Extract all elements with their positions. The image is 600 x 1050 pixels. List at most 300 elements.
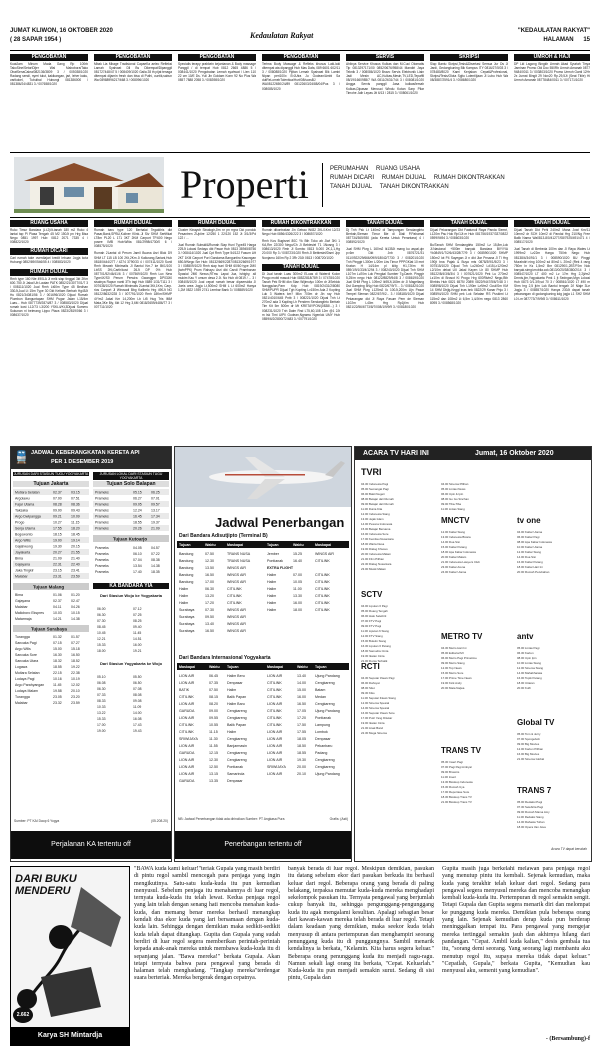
section-title: RUMAH DICARI [10, 248, 88, 255]
svg-text:20.00 Rumah Perubahan: 20.00 Rumah Perubahan [517, 570, 550, 574]
svg-text:20.10: 20.10 [297, 772, 306, 776]
svg-text:Halim: Halim [267, 587, 277, 591]
svg-text:Waktu: Waktu [293, 543, 304, 547]
train-group-label: Tujuan Jakarta [13, 481, 89, 487]
svg-text:LION AIR: LION AIR [267, 730, 283, 734]
svg-text:Denpasar: Denpasar [227, 779, 243, 783]
svg-text:18.00 Opera Van Java: 18.00 Opera Van Java [517, 825, 546, 829]
svg-text:05.00 Editorial MI: 05.00 Editorial MI [441, 651, 464, 655]
svg-text:08.33: 08.33 [97, 699, 106, 703]
svg-text:07.30: 07.30 [97, 619, 106, 623]
svg-text:10.45: 10.45 [97, 631, 106, 635]
section-title: SKRIPSI [430, 54, 508, 61]
svg-text:Surabaya: Surabaya [179, 608, 195, 612]
train-group-malang: Tujuan Malang [33, 584, 65, 590]
svg-text:18.32: 18.32 [53, 659, 62, 663]
svg-text:LION AIR: LION AIR [267, 674, 283, 678]
svg-text:13.20: 13.20 [205, 594, 214, 598]
svg-text:16.00: 16.00 [133, 643, 142, 647]
svg-text:05.00 Ruang Tengah: 05.00 Ruang Tengah [361, 609, 388, 613]
svg-text:TRANS NUSA: TRANS NUSA [227, 552, 251, 556]
svg-text:14.38: 14.38 [151, 564, 160, 568]
svg-text:LION AIR: LION AIR [267, 772, 283, 776]
svg-text:Sancaka Sore: Sancaka Sore [15, 653, 37, 657]
svg-text:15.25: 15.25 [293, 552, 302, 556]
svg-text:08.20: 08.20 [209, 702, 218, 706]
svg-text:21.00 Dunia Terbalik: 21.00 Dunia Terbalik [361, 659, 388, 663]
svg-text:CITILINK: CITILINK [179, 723, 194, 727]
svg-text:CITILINK: CITILINK [227, 594, 242, 598]
svg-text:13.17: 13.17 [151, 508, 160, 513]
svg-text:23.59: 23.59 [71, 574, 80, 579]
svg-text:08.00 Silet: 08.00 Silet [361, 686, 375, 690]
prop-col [10, 220, 88, 442]
svg-text:Prameks: Prameks [95, 514, 109, 519]
svg-text:CITILINK: CITILINK [315, 594, 330, 598]
svg-text:Malabar: Malabar [15, 701, 28, 705]
svg-text:09.00 Tiba-Tiba: 09.00 Tiba-Tiba [441, 502, 461, 506]
svg-text:WINGS AIR: WINGS AIR [227, 580, 246, 584]
svg-text:CITILINK: CITILINK [315, 587, 330, 591]
airplane-icon [175, 447, 351, 507]
svg-text:Sancaka Pagi: Sancaka Pagi [15, 641, 37, 645]
svg-text:07.08: 07.08 [133, 687, 142, 691]
section-title: PENGOBATAN [262, 54, 340, 61]
svg-text:06.30: 06.30 [97, 613, 106, 617]
svg-text:16.50: 16.50 [297, 702, 306, 706]
bandara-yia-label: KA BANDARA YIA [93, 583, 169, 589]
svg-text:Halim: Halim [267, 594, 277, 598]
flight-table-a [177, 541, 349, 653]
svg-text:Gajayana: Gajayana [15, 562, 30, 567]
svg-text:20.00 Mata Najwa: 20.00 Mata Najwa [441, 686, 465, 690]
properti-banner [10, 152, 590, 218]
svg-text:09.08: 09.08 [133, 699, 142, 703]
prop-text: Rmh type 160 Nte 490LA Ji mrlk siap tinggal 3kt 2Km 600-750 Jt Jakal Ub Lautan PATK 0852/21/3077/01/7 3 / 008111/1020 Jual Rmh Lt60m Type 45 Bedhan 330Jt,Jual Lt 15m Type 30 Dkt Ketlam Berbah Hg45Jt Hu 0821/34081/56 3 / 001696/1020 Dijual Rumah Plumbon Banguntapan SHM Pugar Jalan L15/4m Luas... Hub 0877739/2874/87 3 / 008583/1020 Dijual rumah kost L12/73 L3/200 YSKL4/Kt,3Dijual Sumeru Sukunan ni belerang Lippo Plaza 0823/2819/066 3 / 008637/1020 [10, 276, 88, 318]
svg-text:12.00 FTV Siang: 12.00 FTV Siang [361, 634, 383, 638]
section-title: TANAH DIJUAL [262, 264, 340, 271]
svg-text:04.00 Kabar Utama: 04.00 Kabar Utama [517, 530, 543, 534]
svg-text:09.00 Rumah Mama Amy: 09.00 Rumah Mama Amy [517, 810, 550, 814]
section-title: UMROH & HAJI [514, 54, 590, 61]
issue-date-java: ( 28 SAPAR 1954 ) [10, 37, 62, 43]
svg-text:18.35: 18.35 [151, 570, 160, 574]
prop-text: Di Jual tanah Luas 300m2 ELuas di Waterdi Kulon Progo mobil masuk Hub 08522818/789 3 / 07478/1020 Tanah Pek SHM dkn Stan Wijimulyo 100m dr JlSeblok Nanggulan,Parn Kdp Hub 0819/2431/2/8080 SHM/PUPR Dijual Tgh Kopting Lv150m Ada 2 Kopting Luk 3 Watera km? Mkn 700m dr Jln ray Hub 0821/4010/645 Pntb 3 / 008221/1020 Dijual Tnh Lt 270m2 ada 3 Kapling Lh Pendem Sendangtirto Berbah Tim Kit 5m 500m dr Mt KRETAYPON/(0838/...) 3 / 008231/1020 Tnh Dalm Rnd L75,60,108 12m @1 2Jt m Isk Timi UIPI/ Godean,Ngramu Ngenlok UMY Hub 0859/6/2/2800/72/483 3 / 007791/1020 [262, 271, 340, 321]
svg-text:GARUDA: GARUDA [179, 751, 195, 755]
tv-title: ACARA TV HARI INI [363, 450, 429, 457]
train-source: Sumber: PT KAI Daop 6 Yogya [14, 819, 60, 823]
svg-text:CITILINK: CITILINK [315, 573, 330, 577]
svg-text:22.31: 22.31 [53, 562, 62, 567]
svg-text:Prameks: Prameks [95, 552, 109, 556]
svg-text:04.11: 04.11 [53, 605, 62, 609]
svg-text:08.45: 08.45 [97, 625, 106, 629]
svg-text:Jayakarta: Jayakarta [15, 550, 31, 555]
page-number: 15 [583, 37, 590, 43]
svg-text:Samarinda: Samarinda [227, 772, 245, 776]
svg-text:04.00 Sinema Pilihan: 04.00 Sinema Pilihan [441, 482, 469, 486]
svg-text:04.30 Metro Hari Ini: 04.30 Metro Hari Ini [441, 646, 467, 650]
svg-text:17.40: 17.40 [133, 570, 142, 574]
section-title: TANAH DIJUAL [346, 220, 424, 227]
svg-text:07.50: 07.50 [205, 552, 214, 556]
svg-text:09.50: 09.50 [205, 615, 214, 619]
svg-text:05.00 Lintas iNews: 05.00 Lintas iNews [441, 487, 466, 491]
svg-text:08.00 Belajar dari Rumah: 08.00 Belajar dari Rumah [361, 497, 394, 501]
category-item: RUANG USAHA [376, 166, 421, 172]
svg-text:07.00: 07.00 [293, 573, 302, 577]
svg-text:Prameks: Prameks [95, 490, 109, 495]
svg-text:WINGS AIR: WINGS AIR [227, 615, 246, 619]
svg-text:Bima: Bima [15, 593, 23, 597]
classified-col [10, 54, 88, 150]
svg-text:Bandung: Bandung [179, 559, 194, 563]
svg-text:14.21: 14.21 [53, 617, 62, 621]
channel-logo: antv [517, 632, 534, 641]
svg-text:14.00 Dua Sisi: 14.00 Dua Sisi [517, 555, 536, 559]
svg-text:Argo Dwipangga: Argo Dwipangga [15, 514, 41, 519]
svg-text:12.24: 12.24 [133, 508, 142, 513]
page-number-label [543, 37, 590, 43]
svg-text:06.30 Kartun: 06.30 Kartun [517, 651, 534, 655]
svg-text:CITILINK: CITILINK [315, 580, 330, 584]
svg-text:07.30 Selebrita Pagi: 07.30 Selebrita Pagi [517, 805, 544, 809]
svg-text:20.27: 20.27 [53, 550, 62, 555]
svg-text:16.00: 16.00 [293, 601, 302, 605]
classified-col [178, 54, 256, 150]
page-label: HALAMAN [543, 37, 574, 43]
svg-text:06.00 Metro Pagi Primetime: 06.00 Metro Pagi Primetime [441, 656, 477, 660]
svg-text:Prameks: Prameks [95, 526, 109, 531]
svg-text:17.50: 17.50 [297, 723, 306, 727]
svg-text:WINGS AIR: WINGS AIR [227, 608, 246, 612]
svg-text:WINGS AIR: WINGS AIR [315, 552, 334, 556]
svg-text:CITILINK: CITILINK [315, 608, 330, 612]
svg-text:Mutiara Selatan: Mutiara Selatan [15, 490, 40, 495]
svg-text:20.26: 20.26 [133, 526, 142, 531]
svg-text:Taksaka: Taksaka [15, 508, 28, 513]
svg-text:Denpasar: Denpasar [315, 737, 331, 741]
svg-text:14.00: 14.00 [133, 711, 142, 715]
svg-text:20.00: 20.00 [297, 765, 306, 769]
svg-text:17.00 Kemilau Nusantara: 17.00 Kemilau Nusantara [361, 537, 394, 541]
svg-text:18.45: 18.45 [71, 532, 80, 537]
svg-text:15.33: 15.33 [97, 643, 106, 647]
svg-text:19.00: 19.00 [53, 538, 62, 543]
section-title: RUMAH DIJUAL [94, 220, 172, 227]
svg-text:18.55: 18.55 [297, 751, 306, 755]
classified-col [430, 54, 508, 150]
svg-text:19.00 Dialog Khusus: 19.00 Dialog Khusus [361, 547, 388, 551]
svg-text:Ujung Pandang: Ujung Pandang [315, 772, 340, 776]
train-group-surabaya: Tujuan Surabaya [31, 626, 67, 632]
svg-text:21.00 Bioskop Trans TV: 21.00 Bioskop Trans TV [441, 800, 472, 804]
svg-text:Cengkareng: Cengkareng [227, 751, 247, 755]
prop-text: Cluster Kinayoh Sinalogir,Jlm nr pn rrgra Dkt pondok Pesantren ZUpiire 12/250 1 22/120 152 Jt 3/1/3/Pd 122 / ... [178, 228, 256, 241]
svg-text:18.52: 18.52 [71, 659, 80, 663]
svg-text:22.15: 22.15 [53, 671, 62, 675]
svg-text:CITILINK: CITILINK [267, 681, 282, 685]
svg-text:EXTRA FLIGHT: EXTRA FLIGHT [267, 566, 294, 570]
svg-text:12.21: 12.21 [97, 637, 106, 641]
svg-text:LION AIR: LION AIR [179, 674, 195, 678]
svg-text:Senja Utama: Senja Utama [15, 526, 36, 531]
prop-text: Jual SHM Pkrg L 160m2 Ik135Jt mang ku aspal,ujn p=6m Dkt Jnb 0876721/31 011/0922/29/666/09/9/18042/7730 3 / 008201/1020 Tnh Pinggir L300m L/20m Lbs Timur PPPGKlat 10 mnt Kraton H 14/14m pl kiitg H1,7Jt/m HI 089/1/9/1/33/4/1294 3 / 008240/1020 Dijual Tnh SHM L107m Lv20m Lok Pengkal Sumber Tg.Dantr. Pinggir 5,25/m nego Hub 08122/8829/54/8 3 / 008619/1020 Jual SHM Pkrg L 109m2 Ik95Jt,160m dr Jl Mageltang Dst Gamping 5Ng Hub 0822/67/9/7/... 3 / 008182/1020 Jual SHM Pkrg L125m2 Ik 100Jt,200m Ujn Pasar Tempel Sleman 0822/67/9/2... 3 / 008180/1020 Dijual Pekarangan dkt Jl Raya Fasum Pem de Sleman L102m L40m Hrg Rp1jt/m Hub 0821/22/56/6773/8/7/008/1/9/9/9 3 / 008180/1020 [346, 247, 424, 309]
svg-text:09.00 Big Movies: 09.00 Big Movies [517, 742, 540, 746]
flight-banner: Penerbangan tertentu off [175, 831, 351, 859]
svg-text:21.00 Film Pilihan: 21.00 Film Pilihan [361, 557, 384, 561]
svg-text:TRANS NUSA: TRANS NUSA [227, 559, 251, 563]
svg-text:Progo: Progo [15, 520, 25, 525]
tv-listings [357, 463, 589, 839]
svg-text:SRIWIJAYA: SRIWIJAYA [267, 765, 286, 769]
svg-text:06.30: 06.30 [205, 587, 214, 591]
svg-text:11.00: 11.00 [293, 587, 302, 591]
svg-text:23.00 Musik Malam: 23.00 Musik Malam [361, 567, 387, 571]
svg-text:18.00: 18.00 [293, 608, 302, 612]
svg-text:Pontianak: Pontianak [267, 559, 283, 563]
train-group-kutoarjo: Tujuan Kutoarjo [113, 536, 148, 542]
svg-text:Halim: Halim [267, 573, 277, 577]
svg-text:01.20: 01.20 [71, 593, 80, 597]
yia-table-a [93, 605, 169, 655]
svg-text:05.50: 05.50 [133, 675, 142, 679]
svg-text:05.00 Tom & Jerry: 05.00 Tom & Jerry [517, 732, 541, 736]
svg-text:08.38: 08.38 [151, 558, 160, 562]
svg-text:09.40: 09.40 [133, 625, 142, 629]
svg-text:21.40: 21.40 [71, 556, 80, 561]
svg-text:01.57: 01.57 [71, 635, 80, 639]
svg-text:07.27: 07.27 [71, 641, 80, 645]
svg-text:13.40: 13.40 [297, 674, 306, 678]
svg-text:Medan: Medan [315, 695, 326, 699]
svg-text:12.00 Kabar Siang: 12.00 Kabar Siang [441, 530, 465, 534]
comic-title: DARI BUKU MENDERU [15, 873, 77, 897]
svg-text:16.50: 16.50 [205, 629, 214, 633]
train-sub-a: JURUSAN DARI STASIUN TUGU YOGYAKARTA [13, 472, 89, 476]
svg-text:19.37: 19.37 [151, 520, 160, 525]
channel-logo: TRANS TV [441, 746, 481, 755]
svg-text:17.00 Putri Yang Ditukar: 17.00 Putri Yang Ditukar [361, 716, 393, 720]
svg-text:09.30 Kiko: 09.30 Kiko [361, 691, 375, 695]
svg-text:GARUDA: GARUDA [179, 709, 195, 713]
section-title: PENGOBATAN [10, 54, 88, 61]
svg-text:16.40: 16.40 [293, 559, 302, 563]
svg-text:LION AIR: LION AIR [267, 702, 283, 706]
yia-table-b [93, 673, 169, 739]
svg-text:12.00 Top News: 12.00 Top News [441, 666, 462, 670]
svg-text:CITILINK: CITILINK [227, 601, 242, 605]
prop-col [262, 220, 340, 442]
svg-text:06.27: 06.27 [133, 496, 142, 501]
channel-logo: METRO TV [441, 632, 483, 641]
svg-text:07.01: 07.01 [151, 496, 160, 501]
prop-col [430, 220, 508, 442]
svg-text:Halim: Halim [267, 601, 277, 605]
train-table-right [93, 489, 169, 579]
svg-text:Halim: Halim [179, 587, 189, 591]
category-item: PERUMAHAN [330, 166, 369, 172]
svg-text:Bandung: Bandung [179, 566, 194, 570]
svg-text:14.00 Pesona Indonesia: 14.00 Pesona Indonesia [361, 522, 393, 526]
svg-text:14.00 Mahabharata: 14.00 Mahabharata [517, 671, 543, 675]
svg-text:CITILINK: CITILINK [267, 695, 282, 699]
svg-text:15.00 Kabar Petang: 15.00 Kabar Petang [441, 545, 467, 549]
svg-text:Balik Papan: Balik Papan [227, 723, 247, 727]
svg-text:07.30: 07.30 [205, 608, 214, 612]
svg-text:01.32: 01.32 [53, 635, 62, 639]
svg-text:12.00 Kabar Siang: 12.00 Kabar Siang [517, 550, 541, 554]
prop-col [346, 220, 424, 442]
svg-text:02.47: 02.47 [71, 599, 80, 603]
svg-text:17.55: 17.55 [297, 730, 306, 734]
classified-col [94, 54, 172, 150]
svg-text:17.43: 17.43 [133, 723, 142, 727]
svg-text:07.51: 07.51 [71, 496, 80, 501]
svg-text:Waktu: Waktu [209, 665, 220, 669]
svg-text:CITILINK: CITILINK [315, 559, 330, 563]
svg-text:Lodaya Malam: Lodaya Malam [15, 689, 38, 693]
classified-text: Specialis terapy prabkein kejantanan & Body massage Panggil / di tempat Hub 0812 2665 4886 5 / 008441/1020 Pengobatan Lemah syahwat / Lien 110 22 cm 10/E Ds. Yuli Jin Goldam Konn 92 No Plus Wa 0857 7888 2058 3 / 008398/1020 [178, 62, 256, 83]
svg-text:19.14: 19.14 [71, 538, 80, 543]
prop-col [514, 220, 590, 442]
svg-text:16.00 Indonesia Sore: 16.00 Indonesia Sore [361, 532, 389, 536]
svg-text:Lombok: Lombok [315, 730, 328, 734]
svg-text:Tujuan: Tujuan [267, 543, 279, 547]
svg-text:07.22: 07.22 [151, 552, 160, 556]
svg-text:10.03: 10.03 [53, 611, 62, 615]
svg-text:14.00 Dua Sisi: 14.00 Dua Sisi [441, 540, 460, 544]
svg-text:LION AIR: LION AIR [179, 716, 195, 720]
svg-text:20.00 Indonesia Malam: 20.00 Indonesia Malam [361, 552, 392, 556]
svg-text:Lodaya Pagi: Lodaya Pagi [15, 677, 35, 681]
issue-date: JUMAT KLIWON, 16 OKTOBER 2020 [10, 28, 113, 34]
svg-text:17.00: 17.00 [97, 723, 106, 727]
svg-text:15.30 Rumah Uya: 15.30 Rumah Uya [441, 785, 465, 789]
svg-text:02.37: 02.37 [53, 599, 62, 603]
prop-text: Rumah 2Lantai di Perum Jamil Buana Asri Blok D9 SHM LT 115 LB 100 2Kt,2Km Ji Kaliurang,Sariani,Hub 0818/0444/277 / 4274 3790/33 4 / 007411/1020 Sunli Rmh Mewah Minimalis Jl Bantul Km.7 ke Bt/1/100 LbSS 2Kt,Carth/kost 26Jt DP 0% Hub 087701/52/46/41/6 3 / 007569/1020 Rmh Lux New Type4X/S0 Perum Perwira Gwanggm DP03Jt0 sisalnya Rapun nanti 3Th tagi Hub 0889 1/31/7111 3 / 007638/1020 Rumah Minimalis 2Lantai 3Kt,1Km, Carp. rios Carport Jl Wirosadi Bbg Kalibelo Hrg 490Jt NG 08122/8632/228 3 / 007791/1020 Rmh 18Km/SHMP 4Y/m2 Jakal Km 14,200m Lb Lt5 Hug Tris IMM Mata,3Ke Bly, 6kt 12 Hrg 3,6M 0818/2659/4486/77 3 / 007711/1020 [94, 251, 172, 309]
svg-text:07.50: 07.50 [209, 688, 218, 692]
svg-text:Tujuan: Tujuan [179, 543, 191, 547]
svg-text:05.00 Lintas Pagi: 05.00 Lintas Pagi [517, 646, 540, 650]
route-b: Dari Stasiun Yogyakarta ke Wojo [99, 661, 163, 666]
svg-text:05.30 Insert Pagi: 05.30 Insert Pagi [441, 760, 463, 764]
svg-text:02.37: 02.37 [53, 490, 62, 495]
svg-text:LION AIR: LION AIR [179, 681, 195, 685]
svg-text:13.30 Bioskop Indonesia: 13.30 Bioskop Indonesia [441, 780, 473, 784]
svg-text:14.51: 14.51 [133, 637, 142, 641]
svg-text:06.00 Kabar Pagi: 06.00 Kabar Pagi [517, 535, 540, 539]
svg-text:Balik Papan: Balik Papan [227, 695, 247, 699]
svg-text:17.05: 17.05 [297, 709, 306, 713]
svg-text:10.05: 10.05 [293, 580, 302, 584]
svg-text:Turangga: Turangga [15, 695, 30, 699]
train-sub-b: JURUSAN LOKAL DARI STASIUN TUGU YOGYAKARTA [93, 472, 169, 480]
svg-text:18.00 Samudra Cinta: 18.00 Samudra Cinta [361, 649, 389, 653]
prop-text: Jual Tanah di Berbeda 100m dan Jl Raya Wates Lt 1999m2 Lz22m Harga 750rb Nego Hub 08138/4/34/91/1 3 / 008590/1020 BU Pinggi Murahdiri ning 100m2 sd 80m2 L 20m2 (Rek 4 rang 750m ln Ks 1,5m2 Bnr 081290/1,2BT/PJm Nok banyak.simgi.mobila.cok.0813/0/20/38/380/2/14 3 / 008547/1020 LT 400 m2 Lz 17m Hrg 2,2jt/m2 Dmnis,jlm,Yogyakarta Pmk 1 jt Sedngan,Mgn Lokasi Hub 0873 0/1.3/9,sd 70 3 / 008561/1020 LT 490 m Shm hrg 2,5 jt/m Lok Bantul tengah 2/l Nlaje 3Le Jogja 3 / 008557/1020 Hanya 230Jt dapat tanah pekarangan di godongkuning kdg jogja L1 SH2 SHM L0 Lm 087773/7/9/9/8 3 / 008611/1020 [514, 247, 590, 301]
comic-illustration [10, 866, 130, 1046]
svg-text:CITILINK: CITILINK [267, 716, 282, 720]
svg-text:15.00 Buletin Siang: 15.00 Buletin Siang [361, 639, 387, 643]
svg-text:Surabaya: Surabaya [179, 622, 195, 626]
svg-text:10.00 Lintas Siang: 10.00 Lintas Siang [517, 661, 541, 665]
section-title: PENGOBATAN [178, 54, 256, 61]
svg-text:13.30: 13.30 [293, 594, 302, 598]
svg-text:Padang: Padang [315, 751, 328, 755]
svg-text:12.00 Kartun Pilihan: 12.00 Kartun Pilihan [517, 747, 544, 751]
channel-logo: SCTV [361, 590, 383, 599]
channel-logo: TRANS 7 [517, 786, 552, 795]
svg-text:Cengkareng: Cengkareng [315, 758, 335, 762]
header-rule [10, 50, 590, 51]
svg-text:Sancaka Utara: Sancaka Utara [15, 659, 39, 663]
svg-text:08.15: 08.15 [209, 695, 218, 699]
svg-text:Prameks: Prameks [95, 502, 109, 507]
section-title: RUMAH DIJUAL [178, 220, 256, 227]
svg-text:10.55: 10.55 [209, 723, 218, 727]
svg-text:11.09: 11.09 [133, 705, 142, 709]
svg-text:15.00 Metro Sore: 15.00 Metro Sore [441, 671, 464, 675]
classified-text: DP Lid Lagong Bingkh Umrah Akad Syuriah Tinya Jaminan Promo Old Doc 550Rb Umroh Amanah 0877 9484/0011 3 / 003803/1020 Promo Umroh Ganti 12Hr 2x Jumat Bingit 29 Nov20 Rp.29,5Jt (Seat Titile) Hi Umroh Amanah 08778484/0011 3 / 007171/1020 [514, 62, 590, 83]
svg-text:15.33: 15.33 [97, 717, 106, 721]
section-title: RUANG USAHA [10, 220, 88, 227]
svg-text:13.00 Jejak Islam: 13.00 Jejak Islam [361, 517, 384, 521]
flight-table-b [177, 663, 349, 813]
svg-text:Waktu: Waktu [297, 665, 308, 669]
svg-text:20.10: 20.10 [71, 689, 80, 693]
svg-text:Cengkareng: Cengkareng [315, 702, 335, 706]
svg-text:11.45: 11.45 [53, 683, 62, 687]
svg-text:11.15: 11.15 [71, 520, 80, 525]
svg-text:07.33: 07.33 [97, 693, 106, 697]
flight-title: Jadwal Penerbangan [215, 515, 345, 530]
svg-text:22.30 Mega Sinema: 22.30 Mega Sinema [361, 731, 387, 735]
svg-text:Halim: Halim [179, 601, 189, 605]
tv-header [355, 447, 591, 460]
svg-text:11.00 Insert: 11.00 Insert [441, 775, 457, 779]
svg-text:06.10: 06.10 [133, 552, 142, 556]
svg-text:12.00 Sinema Siang: 12.00 Sinema Siang [517, 666, 544, 670]
svg-text:08.00 Apa Kabar Indonesia: 08.00 Apa Kabar Indonesia [517, 540, 552, 544]
svg-text:17.20: 17.20 [297, 716, 306, 720]
svg-text:13.50: 13.50 [205, 566, 214, 570]
svg-text:Bogowonto: Bogowonto [15, 532, 33, 537]
story-caption: Karya SH Mintardja [11, 1027, 129, 1045]
classified-top [10, 54, 590, 150]
train-banner: Perjalanan KA tertentu off [11, 831, 171, 859]
svg-text:12.50: 12.50 [209, 765, 218, 769]
prop-text: Cari rumah take overdiajari kredit lebuan Jogja kota Hubungi 0852/69/0546/55 4 / 008583/1020 [10, 256, 88, 265]
svg-text:20.00 Kulfi: 20.00 Kulfi [517, 686, 531, 690]
svg-text:08.00 Upin Ipin: 08.00 Upin Ipin [517, 656, 537, 660]
svg-text:09.05: 09.05 [133, 502, 142, 507]
prop-text: Rumah dikontrakan Jln Gebau Wil32 2KL/1Knt 12/23 Nego Hub 0856/4326/222 3 / 008657/1020 [262, 228, 340, 237]
svg-text:23.31: 23.31 [53, 574, 62, 579]
svg-text:Halim: Halim [227, 688, 237, 692]
section-title: TANAH DIJUAL [430, 220, 508, 227]
svg-text:08.08: 08.08 [133, 693, 142, 697]
svg-text:Prameks: Prameks [95, 546, 109, 550]
svg-text:Fajar Utama: Fajar Utama [15, 502, 35, 507]
flight-sub-a: Dari Bandara Adisutjipto (Terminal B) [179, 533, 268, 539]
svg-text:CITILINK: CITILINK [179, 695, 194, 699]
svg-text:04.05: 04.05 [133, 546, 142, 550]
svg-text:17.20: 17.20 [205, 601, 214, 605]
section-title: SERVIS [346, 54, 424, 61]
svg-text:Argo Wilis: Argo Wilis [15, 647, 31, 651]
prop-text: Bu/Tanah SHM Sendangtirto 150m2 Lz 15,8m,Lok Jl.Nasional +500m banyak Bandara BIY/YIA Yk0849/1/7/2/6/43/28/77/9 3 / 008590/1020 SHMP 150m2 lot P4 Sayegan Jl n dkt Jlar Pnsana Jl Tl Hrg 190jt bna Pajak & Buya mts 0878/3/9/1/5/23 3 / 007515/1020 Dijual Tnh Lo240m2 L#15,Lr12/0m2 L2/10m dekat UII Jakal Kayen Lh 80 SHMP Hub 08122/8/4/3/6/3/4 3 / 007621/1020 Pek Lu 270m2 Lz10m di Brosot Ki Progo Hrg 600Rb/m2 Nego,Bth Bhrbks Hub 0821 6575/ 2089/ 0822/9447/5/6/7/48 3 / 008598/1020 Dijual Tnh L190m Lz9/m2 Gcul/Sm KM 14 SHM Dbjlg-Knggl inas bnk 0822/29 Kanar Pnju 3 / 008594/1020 SHM pek Lok Selatan RS Puskimi Lt 115m2 dan 108m2 Lt 6,5m 1,4/Jt/m nego 0813 2860 8095 3 / 008568/1020 [430, 243, 508, 305]
svg-text:Halim: Halim [267, 580, 277, 584]
